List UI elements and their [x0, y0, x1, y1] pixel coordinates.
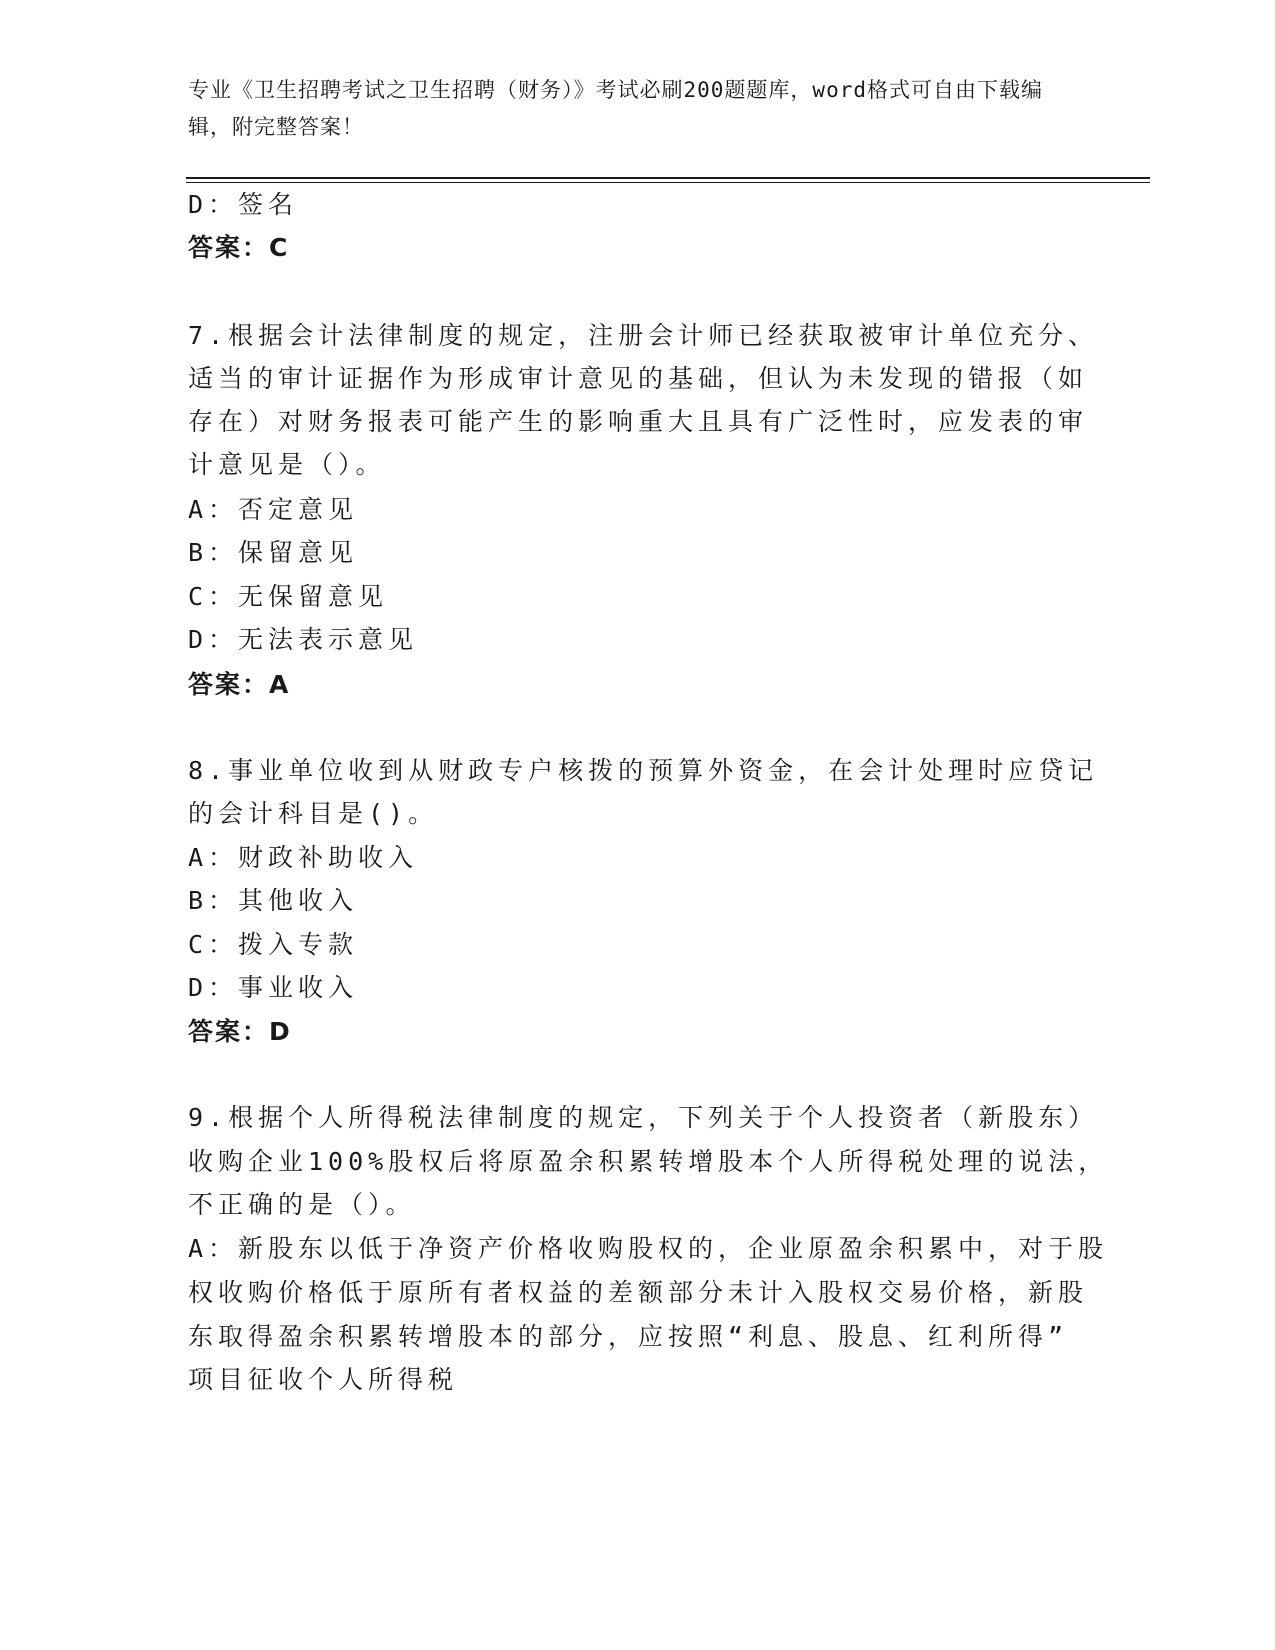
q8-option-d: D：事业收入	[188, 973, 359, 1002]
header-rule-thick	[186, 177, 1150, 179]
q7-stem-line-1: 7.根据会计法律制度的规定，注册会计师已经获取被审计单位充分、	[188, 321, 1099, 350]
q7-option-c: C：无保留意见	[188, 582, 389, 611]
q7-option-b: B：保留意见	[188, 538, 359, 567]
q7-option-a: A：否定意见	[188, 495, 359, 524]
q8-option-b: B：其他收入	[188, 886, 359, 915]
q9-stem-line-1: 9.根据个人所得税法律制度的规定，下列关于个人投资者（新股东）	[188, 1103, 1099, 1132]
q9-option-a-line-2: 权收购价格低于原所有者权益的差额部分未计入股权交易价格，新股	[188, 1278, 1089, 1307]
page-header: 专业《卫生招聘考试之卫生招聘（财务）》考试必刷200题题库，word格式可自由下载编辑，附完整答案！	[188, 78, 1043, 139]
q7-stem-line-2: 适当的审计证据作为形成审计意见的基础，但认为未发现的错报（如	[188, 364, 1089, 393]
q7-option-d: D：无法表示意见	[188, 625, 419, 654]
q7-stem-line-4: 计意见是（）。	[188, 450, 386, 479]
q9-option-a-line-3: 东取得盈余积累转增股本的部分，应按照“利息、股息、红利所得”	[188, 1322, 1069, 1351]
q7-stem-line-3: 存在）对财务报表可能产生的影响重大且具有广泛性时，应发表的审	[188, 407, 1089, 436]
q7-answer: 答案：A	[188, 670, 291, 699]
prev-answer: 答案：C	[188, 233, 290, 262]
q9-option-a-line-1: A：新股东以低于净资产价格收购股权的，企业原盈余积累中，对于股	[188, 1234, 1109, 1263]
q9-stem-line-3: 不正确的是（）。	[188, 1190, 416, 1219]
q9-stem-line-2: 收购企业100%股权后将原盈余积累转增股本个人所得税处理的说法，	[188, 1147, 1109, 1176]
q8-stem-line-1: 8.事业单位收到从财政专户核拨的预算外资金，在会计处理时应贷记	[188, 756, 1099, 785]
q8-answer: 答案：D	[188, 1017, 292, 1046]
prev-option-d: D：签名	[188, 190, 299, 219]
q9-option-a-line-4: 项目征收个人所得税	[188, 1365, 459, 1394]
q8-option-c: C：拨入专款	[188, 930, 359, 959]
header-rule-thin	[186, 182, 1150, 183]
q8-stem-line-2: 的会计科目是()。	[188, 799, 439, 828]
q8-option-a: A：财政补助收入	[188, 843, 419, 872]
